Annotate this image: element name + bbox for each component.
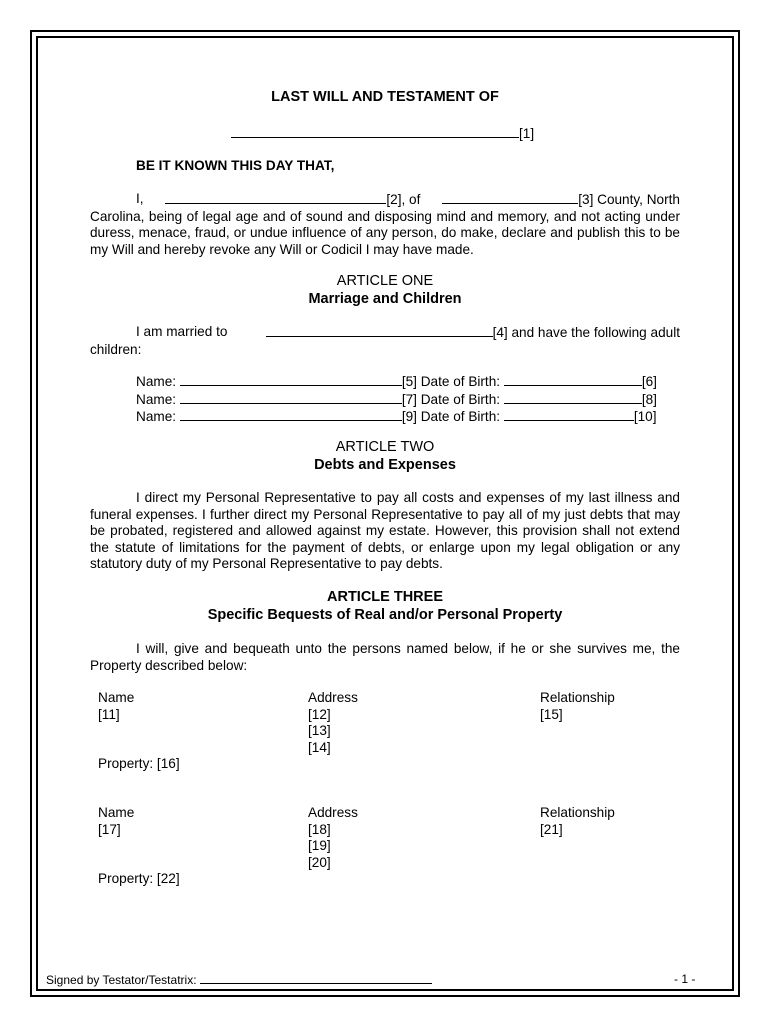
bequest-2-address-col: Address [18] [19] [20] [308,805,358,870]
footer-signature [46,972,432,987]
children-label: children: [90,341,142,357]
child-dob-field[interactable] [504,373,642,386]
title-ref: [1] [519,126,535,141]
signature-line[interactable] [200,972,432,984]
article-three-subheading: Specific Bequests of Real and/or Personal Property [207,607,563,623]
child-row-2: Name: [7] Date of Birth: [8] [136,391,657,407]
article-two-body: I direct my Personal Representative to pay all costs and expenses of my last illness and funeral expenses. I further direct my Personal Representative to pay all of my just debts that may be probated, registered and allowed against my estate. However, this provision shall not extend the statute of limitations for the payment of debts, or enlarge upon my legal obligation or any statutory duty of my Personal Representative to pay debts. [90,490,680,572]
child-name-field[interactable] [180,408,402,421]
child-dob-field[interactable] [504,408,634,421]
county-field-3[interactable] [442,191,578,204]
bequest-2-name-col: Name [17] [98,805,135,837]
child-name-field[interactable] [180,391,402,404]
child-name-field[interactable] [180,373,402,386]
page-number: - 1 - [674,972,696,986]
bequest-1-address-col: Address [12] [13] [14] [308,690,358,755]
child-dob-field[interactable] [504,391,642,404]
article-two-subheading: Debts and Expenses [314,457,456,473]
bequest-2-property: Property: [22] [98,871,180,886]
married-paragraph [90,324,680,358]
intro-ref3: [3] County, North [578,192,680,207]
married-rest: [4] and have the following adult [492,325,680,340]
married-to-label: I am married to [136,324,228,339]
document-title: LAST WILL AND TESTAMENT OF [271,89,499,105]
article-two-heading: ARTICLE TWO [335,439,435,455]
intro-i: I, [136,191,144,206]
intro-rest: Carolina, being of legal age and of sound and disposing mind and memory, and not acting under duress, menace, fraud, or undue influence of any person, do make, declare and publish this to be my Will and hereby revoke any Will or Codicil I may have made. [90,208,680,257]
child-row-3: Name: [9] Date of Birth: [10] [136,409,657,425]
bequest-1-property: Property: [16] [98,756,180,771]
testator-name-line[interactable] [231,125,534,141]
child-row-1: Name: [5] Date of Birth: [6] [136,374,657,389]
be-it-known: BE IT KNOWN THIS DAY THAT, [136,158,335,173]
article-three-body: I will, give and bequeath unto the persons named below, if he or she survives me, the Property described below: [90,641,680,673]
article-one-subheading: Marriage and Children [308,291,462,307]
name-field-2[interactable] [165,191,386,204]
children-list [136,373,657,426]
signed-label: Signed by Testator/Testatrix: [46,973,197,987]
spouse-field-4[interactable] [266,324,493,337]
bequest-1-name-col: Name [11] [98,690,135,722]
article-one-heading: ARTICLE ONE [336,273,434,289]
intro-paragraph [90,191,680,258]
bequest-2-relationship-col: Relationship [21] [540,805,615,837]
intro-ref2: [2], of [386,192,421,207]
bequest-1-relationship-col: Relationship [15] [540,690,615,722]
article-three-heading: ARTICLE THREE [327,589,443,605]
